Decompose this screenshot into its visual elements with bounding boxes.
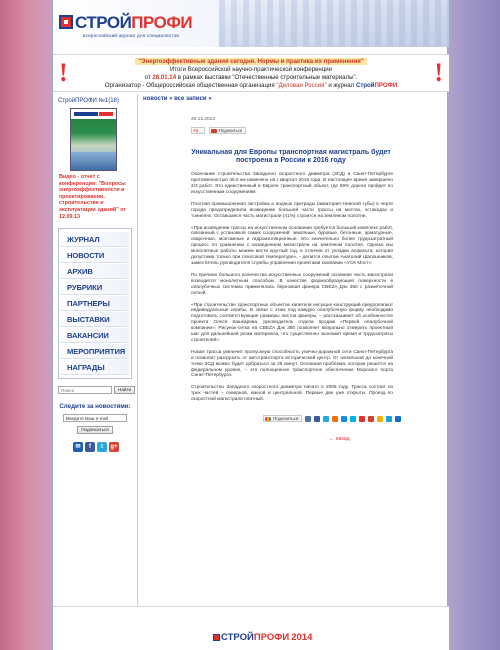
- video-report-link[interactable]: Видео - отчет с конференции: "Вопросы энергоэффективности в проектировании, строительстве и эксплуатации зданий" от 12.09.13: [59, 174, 127, 220]
- breadcrumb-all-link[interactable]: все записи: [174, 96, 207, 102]
- livejournal-icon[interactable]: [350, 416, 356, 422]
- facebook-icon[interactable]: f: [85, 442, 95, 452]
- banner-line4-mid: и журнал: [326, 82, 356, 89]
- banner-headline[interactable]: "Энергоэффективные здания сегодня. Нормы и практика их применения": [135, 58, 366, 65]
- moimir-icon[interactable]: [395, 416, 401, 422]
- menu-item-events[interactable]: МЕРОПРИЯТИЯ: [61, 344, 129, 359]
- breadcrumb-news-link[interactable]: новости: [143, 96, 168, 102]
- article-date: 20.12.2013: [191, 117, 216, 122]
- article-paragraph: «При строительстве транспортных объектов капители несущих конструкций предполагают индивидуальные изгибы. В связи с этим под каждую опалубочную форму необходимо подготовить соответствующие размеры листов фанеры, – рассказывает об особенностях проекта Олеся Кашкарева, руководитель отдела продаж «Первой опалубочной компании». Рисунок-сетка на СВЕZA Дэк 350 позволяет визуально отмерить проектный шаг для дальнейшей резки материала, что существенно экономит время и трудозатраты строителей».: [191, 302, 393, 343]
- banner-line4: [83, 82, 419, 90]
- footer-logo-part1: СТРОЙ: [221, 632, 254, 643]
- article-paragraph: Строительство Западного скоростного диаметра начато в 2005 году. Трасса состоит из трех частей – северной, южной и центральной. Первые две уже открыты. Проезд по скоростной магистрали платный.: [191, 385, 393, 403]
- footer-logo-mark-icon: [213, 634, 220, 641]
- gplus-one-button[interactable]: +1: [191, 127, 205, 134]
- menu-item-archive[interactable]: АРХИВ: [61, 264, 129, 279]
- search-input[interactable]: [58, 386, 112, 394]
- article-paragraph: Плотная промышленная застройка и водные преграды (акватория Невской губы) в черте города предопределили возведение большей части трассы на мостах, эстакадах и тоннелях. Оставшаяся часть магистрали (41%) строится на земляном полотне.: [191, 201, 393, 219]
- article-paragraph: По причине большого количества искусственных сооружений основная часть магистрали возводится монолитным способом. В качестве формообразующей поверхности в опалубочных системах применялась березовая фанера СВЕZA Дэк 350 с разметочной сеткой.: [191, 272, 393, 296]
- social-links: [73, 442, 135, 452]
- banner-line2: Итоги Всероссийской научно-практической конференции: [169, 66, 333, 73]
- gplus-icon[interactable]: [368, 416, 374, 422]
- menu-item-awards[interactable]: НАГРАДЫ: [61, 360, 129, 375]
- back-link[interactable]: ← назад: [329, 436, 350, 443]
- footer-logo[interactable]: [213, 632, 312, 643]
- banner-org-link[interactable]: "Деловая Россия": [276, 82, 327, 89]
- breadcrumb-separator: »: [169, 96, 173, 102]
- sidebar: [55, 96, 135, 452]
- logo-part1: СТРОЙ: [75, 13, 132, 32]
- banner-line3-post: в рамках выставки "Отечественные строительные материалы".: [176, 74, 358, 81]
- mail-icon[interactable]: ✉: [73, 442, 83, 452]
- article-title: Уникальная для Европы транспортная магистраль будет построена в России к 2016 году: [191, 149, 391, 164]
- footer-logo-part2: ПРОФИ: [253, 632, 290, 643]
- menu-item-rubrics[interactable]: РУБРИКИ: [61, 280, 129, 295]
- article-body: [191, 172, 393, 403]
- page-container: [52, 0, 448, 650]
- liveinternet-icon[interactable]: [377, 416, 383, 422]
- column-divider: [137, 94, 138, 606]
- conference-banner[interactable]: [53, 54, 449, 92]
- surfingbird-icon[interactable]: [386, 416, 392, 422]
- share-icon: [265, 417, 271, 421]
- gplus-icon[interactable]: g+: [110, 444, 118, 451]
- site-footer: [53, 606, 449, 650]
- yandex-icon[interactable]: [359, 416, 365, 422]
- email-field[interactable]: [63, 414, 127, 422]
- magazine-cover-image[interactable]: [70, 108, 117, 171]
- article-paragraph: «При возведении трассы на искусственном основании требуется большой комплекс работ, связанный с установкой самих сооружений: земляные, буровые, бетонные, арматурные, сварочные, монтажные и гидроизоляционные. Это значительно более трудозатратный процесс по сравнению с возведением магистрали на земляном полотне. Однако мы монолитные работы можем вести круглый год, в отличие от укладки асфальта, которая допустима только при плюсовой температуре», - делится опытом Анатолий Шапошников, заместитель руководителя службы управления проектами компании «УСК Мост».: [191, 225, 393, 266]
- twitter-icon[interactable]: t: [97, 442, 107, 452]
- site-header: [53, 0, 449, 47]
- cover-masthead: [71, 109, 116, 119]
- cover-bottom-band: [71, 152, 116, 170]
- header-skyline-image: [219, 0, 449, 47]
- banner-line3-pre: от: [144, 74, 153, 81]
- share-bottom-bar: [263, 415, 443, 422]
- twitter-icon[interactable]: [323, 416, 329, 422]
- menu-item-news[interactable]: НОВОСТИ: [61, 248, 129, 263]
- share-label: Поделиться: [219, 128, 243, 133]
- site-logo[interactable]: [75, 13, 192, 33]
- vk-icon[interactable]: [305, 416, 311, 422]
- mailru-icon[interactable]: [341, 416, 347, 422]
- breadcrumb: [143, 96, 443, 102]
- banner-logo-part1: Строй: [355, 82, 375, 89]
- menu-item-vacancies[interactable]: ВАКАНСИИ: [61, 328, 129, 343]
- exclamation-icon: !: [59, 58, 68, 87]
- banner-inline-logo: [356, 82, 397, 89]
- exclamation-icon: !: [434, 58, 443, 87]
- banner-logo-part2: ПРОФИ: [374, 82, 398, 89]
- facebook-icon[interactable]: [314, 416, 320, 422]
- menu-item-journal[interactable]: ЖУРНАЛ: [61, 232, 129, 247]
- logo-tagline: всероссийский журнал для специалистов: [83, 33, 179, 38]
- odnoklassniki-icon[interactable]: [332, 416, 338, 422]
- share-bottom-label: Поделиться: [273, 416, 299, 422]
- gplus-small-icon: [211, 129, 217, 133]
- banner-text: [83, 58, 419, 90]
- subscribe-title: Следите за новостями:: [59, 403, 131, 411]
- subscribe-button[interactable]: Подписаться: [77, 426, 113, 434]
- menu-item-partners[interactable]: ПАРТНЕРЫ: [61, 296, 129, 311]
- logo-mark-icon[interactable]: [59, 15, 73, 29]
- banner-line3: [83, 74, 419, 82]
- main-content: [143, 96, 443, 442]
- share-top-bar: [191, 127, 443, 134]
- main-menu: [58, 228, 132, 379]
- banner-date: 28.01.14: [152, 74, 177, 81]
- logo-part2: ПРОФИ: [131, 13, 193, 32]
- breadcrumb-separator: »: [208, 96, 212, 102]
- issue-title-link[interactable]: СтройПРОФИ №1(18): [58, 98, 119, 104]
- search-button[interactable]: Найти: [114, 386, 135, 394]
- search-form: [58, 386, 132, 394]
- article-paragraph: Окончание строительства Западного скоростного диаметра (ЗСД) в Санкт-Петербурге протяженностью 46,6 км намечено на I квартал 2016 года. В настоящее время завершено 2/3 работ. Это единственный в Европе транспортный объект, где 59% дороги пройдет по искусственным сооружениям.: [191, 172, 393, 195]
- share-button-bottom[interactable]: [263, 415, 302, 422]
- footer-year: 2014: [291, 632, 313, 643]
- menu-item-exhibitions[interactable]: ВЫСТАВКИ: [61, 312, 129, 327]
- article-paragraph: Новая трасса увеличит пропускную способность улично-дорожной сети Санкт-Петербурга и позволит разгрузить от автотранспорта исторический центр. От начальной до конечной точки ЗСД можно будет добраться за 25 минут. Основная проблема, которая решится на федеральном уровне, – это полноценное транспортное обеспечение Морского порта Санкт-Петербурга.: [191, 349, 393, 379]
- banner-line4-pre: Организатор - Общероссийская общественная организация: [104, 82, 277, 89]
- share-button-top[interactable]: [209, 127, 246, 134]
